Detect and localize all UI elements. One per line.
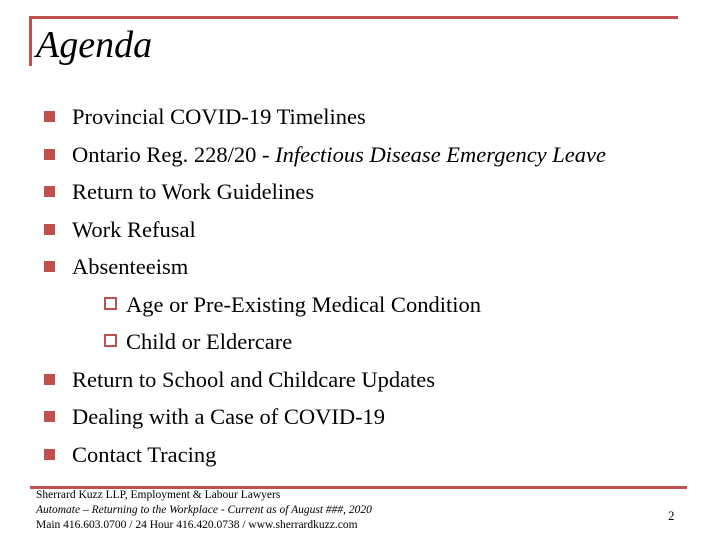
title-frame-top-border (29, 16, 678, 19)
agenda-item (40, 173, 710, 211)
hollow-square-bullet-icon (104, 334, 117, 347)
page-number: 2 (668, 508, 675, 523)
agenda-item-text: Return to School and Childcare Updates (72, 366, 436, 392)
footer-firm-line: Sherrard Kuzz LLP, Employment & Labour Lawyers (36, 489, 281, 501)
agenda-item (40, 361, 710, 399)
square-bullet-icon (44, 411, 55, 422)
square-bullet-icon (44, 374, 55, 385)
agenda-subitem-text: Age or Pre-Existing Medical Condition (126, 291, 481, 317)
hollow-square-bullet-icon (104, 297, 117, 310)
agenda-item-text: Provincial COVID-19 Timelines (72, 104, 366, 129)
agenda-item (40, 436, 710, 474)
square-bullet-icon (44, 449, 55, 460)
square-bullet-icon (44, 149, 55, 160)
square-bullet-icon (44, 224, 55, 235)
agenda-list (40, 98, 710, 473)
agenda-item (40, 248, 710, 286)
square-bullet-icon (44, 261, 55, 272)
agenda-item-text-plain: Ontario Reg. 228/20 - (72, 141, 276, 167)
agenda-item (40, 398, 710, 436)
square-bullet-icon (44, 111, 55, 122)
agenda-item (40, 98, 710, 136)
agenda-item (40, 211, 710, 249)
agenda-item-text-italic: Infectious Disease Emergency Leave (275, 141, 607, 167)
agenda-item-text: Dealing with a Case of COVID-19 (72, 404, 386, 429)
footer-title-line: Automate – Returning to the Workplace - Current as of August ###, 2020 (36, 504, 372, 516)
footer (36, 488, 372, 533)
agenda-item (40, 136, 710, 174)
agenda-subitem (40, 323, 710, 361)
square-bullet-icon (44, 186, 55, 197)
agenda-item-text: Return to Work Guidelines (72, 179, 315, 204)
slide-title: Agenda (36, 24, 153, 66)
title-frame-left-border (29, 16, 32, 66)
footer-contact-line: Main 416.603.0700 / 24 Hour 416.420.0738 / www.sherrardkuzz.com (36, 519, 358, 531)
agenda-item-text: Contact Tracing (72, 441, 217, 467)
agenda-item-text (72, 136, 606, 174)
agenda-subitem-text: Child or Eldercare (126, 329, 293, 354)
agenda-subitem (40, 286, 710, 324)
agenda-item-text: Work Refusal (72, 216, 196, 242)
agenda-item-text: Absenteeism (72, 254, 189, 279)
